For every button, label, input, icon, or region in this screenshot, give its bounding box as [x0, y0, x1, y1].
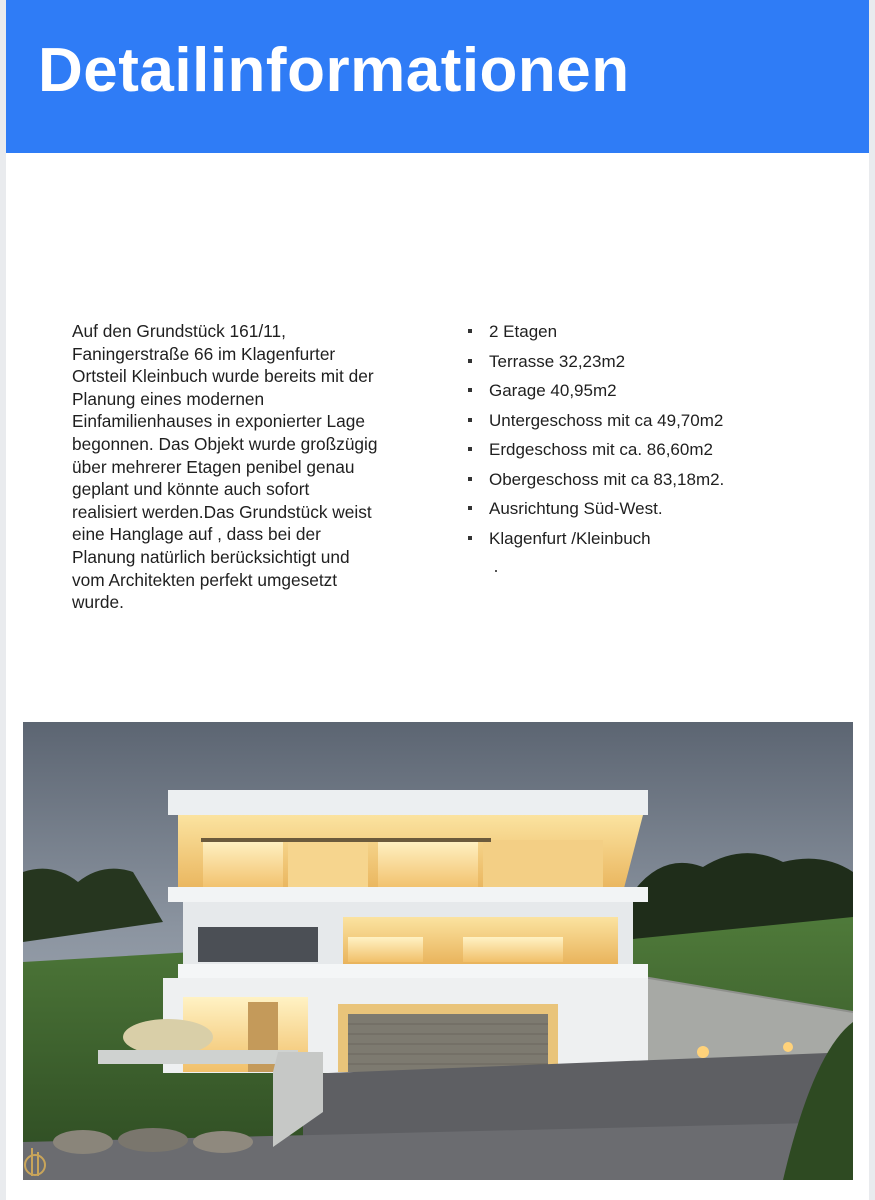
- feature-list: [468, 320, 788, 556]
- modern-house-photo-icon: [23, 722, 853, 1180]
- feature-item: [468, 438, 788, 468]
- feature-label: 2 Etagen: [489, 322, 558, 341]
- monogram-logo-icon: [20, 1140, 50, 1180]
- stray-dot: [495, 570, 497, 572]
- bullet-icon: [468, 329, 472, 333]
- feature-item: [468, 350, 788, 380]
- house-photo: [23, 722, 853, 1180]
- bullet-icon: [468, 477, 472, 481]
- feature-item: [468, 320, 788, 350]
- feature-label: Terrasse 32,23m2: [489, 351, 626, 371]
- bullet-icon: [468, 506, 472, 510]
- feature-label: Obergeschoss mit ca 83,18m2.: [489, 469, 725, 489]
- feature-label: Ausrichtung Süd-West.: [489, 499, 663, 518]
- brochure-page: [6, 0, 869, 1200]
- feature-item: [468, 468, 788, 498]
- feature-label: Klagenfurt /Kleinbuch: [489, 528, 651, 548]
- page-title: Detailinformationen: [38, 36, 630, 105]
- bullet-icon: [468, 447, 472, 451]
- feature-item: [468, 527, 788, 557]
- bullet-icon: [468, 388, 472, 392]
- feature-item: [468, 497, 788, 527]
- header-banner: [6, 0, 869, 153]
- property-description: Auf den Grundstück 161/11, Faningerstraße 66 im Klagenfurter Ortsteil Kleinbuch wurde bereits mit der Planung eines modernen Einfamilienhauses in exponierter Lage begonnen. Das Objekt wurde großzügig über mehrerer Etagen penibel genau geplant und könnte auch sofort realisiert werden.Das Grundstück weist eine Hanglage auf , dass bei der Planung natürlich berücksichtigt und vom Architekten perfekt umgesetzt wurde.: [72, 321, 378, 613]
- feature-item: [468, 379, 788, 409]
- feature-item: [468, 409, 788, 439]
- bullet-icon: [468, 359, 472, 363]
- bullet-icon: [468, 418, 472, 422]
- feature-label: Erdgeschoss mit ca. 86,60m2: [489, 440, 713, 459]
- feature-label: Untergeschoss mit ca 49,70m2: [489, 410, 724, 430]
- bullet-icon: [468, 536, 472, 540]
- feature-label: Garage 40,95m2: [489, 381, 617, 400]
